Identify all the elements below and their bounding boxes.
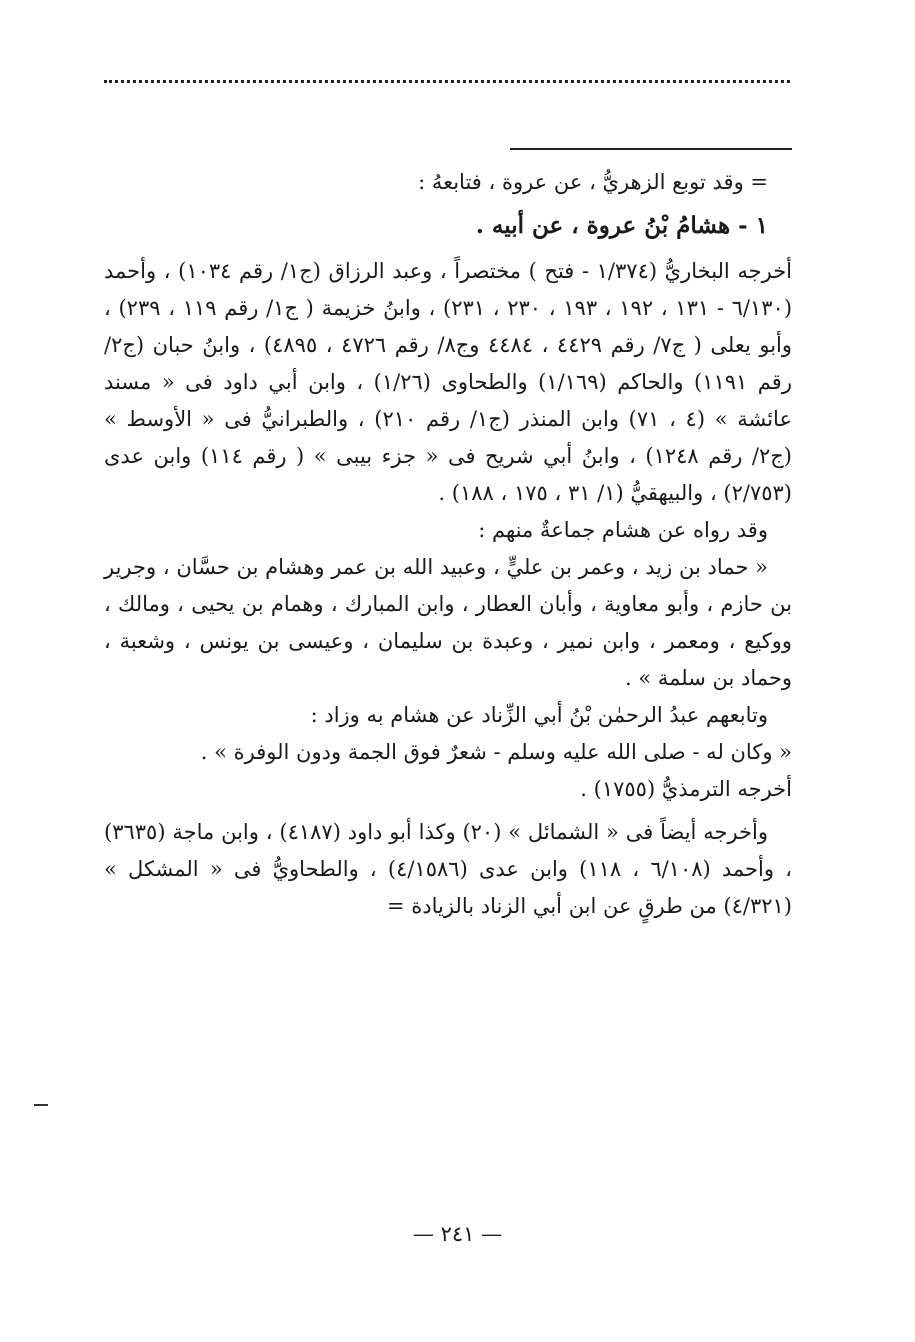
takhrij-paragraph: أخرجه البخاريُّ (١/٣٧٤ - فتح ) مختصراً ، وعبد الرزاق (ج١/ رقم ١٠٣٤) ، وأحمد (٦/١٣٠ - ١٣١ ، ١٩٢ ، ١٩٣ ، ٢٣٠ ، ٢٣١) ، وابنُ خزيمة ( ج١/ رقم ١١٩ ، ٢٣٩) ، وأبو يعلى ( ج٧/ رقم ٤٤٢٩ ، ٤٤٨٤ وج٨/ رقم ٤٧٢٦ ، ٤٨٩٥) ، وابنُ حبان (ج٢/ رقم ١١٩١) والحاكم (١/١٦٩) والطحاوى (١/٢٦) ، وابن أبي داود فى « مسند عائشة » (٤ ، ٧١) وابن المنذر (ج١/ رقم ٢١٠) ، والطبرانيُّ فى « الأوسط » (ج٢/ رقم ١٢٤٨) ، وابنُ أبي شريح فى « جزء بيبى » ( رقم ١١٤) وابن عدى (٢/٧٥٣) ، والبيهقيُّ (١/ ٣١ ، ١٧٥ ، ١٨٨) . [104,259,793,505]
hadith-quote: « وكان له - صلى الله عليه وسلم - شعرٌ فوق الجمة ودون الوفرة » . [200,740,792,764]
page-number: — ٢٤١ — [412,1222,503,1246]
narrators-list: « حماد بن زيد ، وعمر بن عليٍّ ، وعبيد الله بن عمر وهشام بن حسَّان ، وجرير بن حازم ، وأبو معاوية ، وأبان العطار ، وابن المبارك ، وهمام بن يحيى ، ومالك ، ووكيع ، ومعمر ، وابن نمير ، وعبدة بن سليمان ، وعيسى بن يونس ، وشعبة ، وحماد بن سلمة » . [104,555,792,690]
additional-references: وأخرجه أيضاً فى « الشمائل » (٢٠) وكذا أبو داود (٤١٨٧) ، وابن ماجة (٣٦٣٥) ، وأحمد (٦/١٠٨ ، ١١٨) وابن عدى (٤/١٥٨٦) ، والطحاويُّ فى « المشكل » (٤/٣٢١) من طرقٍ عن ابن أبي الزناد بالزيادة = [104,820,792,918]
narrators-intro: وقد رواه عن هشام جماعةٌ منهم : [478,518,768,542]
footnote-rule [510,148,792,150]
margin-mark [34,1104,48,1106]
section-heading: ١ - هشامُ بْنُ عروة ، عن أبيه . [475,212,768,239]
dotted-separator [104,80,790,83]
continuation-line: = وقد توبع الزهريُّ ، عن عروة ، فتابعهُ : [418,170,768,194]
page-text [104,164,792,925]
tirmidhi-reference: أخرجه الترمذيُّ (١٧٥٥) . [580,777,792,801]
follow-up-line: وتابعهم عبدُ الرحمٰن بْنُ أبي الزِّناد عن هشام به وزاد : [310,703,768,727]
